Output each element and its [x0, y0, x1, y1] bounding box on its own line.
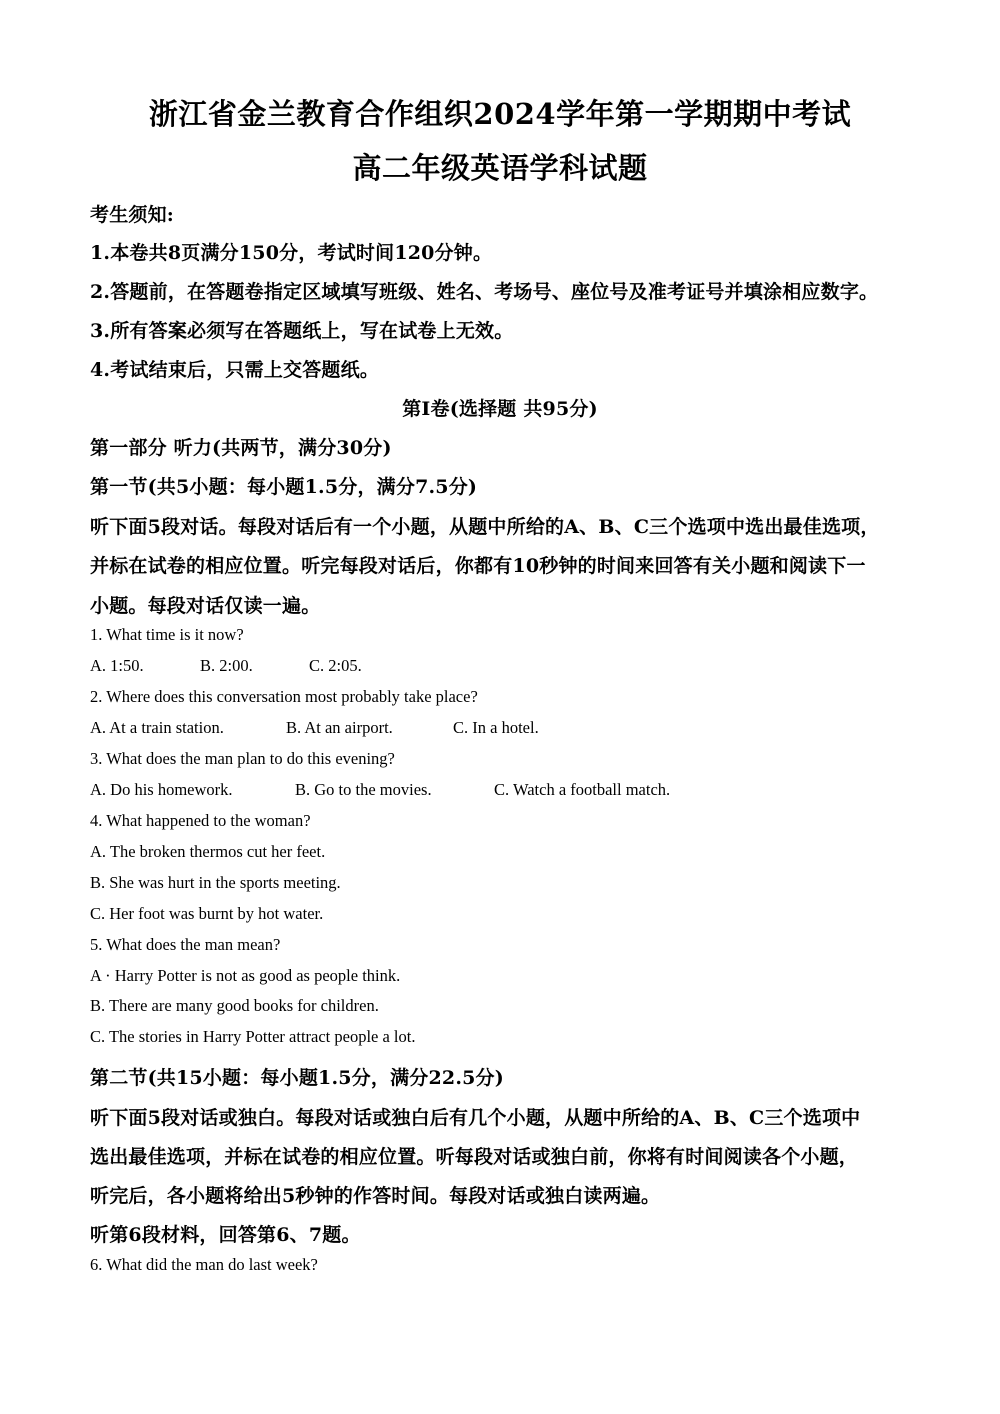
section2-instruction: 听下面5段对话或独白。每段对话或独白后有几个小题，从题中所给的A、B、C三个选项中: [90, 1107, 861, 1129]
option: C. The stories in Harry Potter attract people a lot.: [90, 1027, 416, 1046]
notice-item: 1.本卷共8页满分150分，考试时间120分钟。: [90, 242, 493, 264]
option: C. Watch a football match.: [494, 780, 671, 799]
option: B. There are many good books for children.: [90, 996, 379, 1015]
option: B. 2:00.: [200, 656, 253, 675]
question-stem: 3. What does the man plan to do this evening?: [90, 749, 395, 768]
section2-instruction: 听完后，各小题将给出5秒钟的作答时间。每段对话或独白读两遍。: [90, 1185, 661, 1207]
question-stem: 1. What time is it now?: [90, 625, 244, 644]
volume-title: 第Ⅰ卷(选择题 共95分): [402, 398, 598, 420]
notice-item: 3.所有答案必须写在答题纸上，写在试卷上无效。: [90, 320, 514, 342]
question-stem: 5. What does the man mean?: [90, 935, 281, 954]
option: C. Her foot was burnt by hot water.: [90, 904, 324, 923]
section2-title: 第二节(共15小题：每小题1.5分，满分22.5分): [90, 1067, 504, 1089]
question-options: [90, 780, 670, 800]
section1-title: 第一节(共5小题：每小题1.5分，满分7.5分): [90, 476, 478, 498]
notice-item: 4.考试结束后，只需上交答题纸。: [90, 359, 380, 381]
option: C. 2:05.: [309, 656, 362, 675]
question-stem: 6. What did the man do last week?: [90, 1255, 318, 1274]
section1-instruction: 小题。每段对话仅读一遍。: [90, 595, 321, 617]
section1-instruction: 并标在试卷的相应位置。听完每段对话后，你都有10秒钟的时间来回答有关小题和阅读下一: [90, 555, 866, 577]
question-options: [90, 718, 539, 738]
option: B. At an airport.: [286, 718, 393, 737]
section2-instruction: 选出最佳选项，并标在试卷的相应位置。听每段对话或独白前，你将有时间阅读各个小题，: [90, 1146, 859, 1168]
option: B. She was hurt in the sports meeting.: [90, 873, 341, 892]
material-title: 听第6段材料，回答第6、7题。: [90, 1224, 361, 1246]
exam-title: 浙江省金兰教育合作组织2024学年第一学期期中考试: [148, 97, 852, 131]
question-stem: 2. Where does this conversation most probably take place?: [90, 687, 478, 706]
option: A. The broken thermos cut her feet.: [90, 842, 326, 861]
option: A. At a train station.: [90, 718, 224, 737]
option: C. In a hotel.: [453, 718, 539, 737]
notice-item: 2.答题前，在答题卷指定区域填写班级、姓名、考场号、座位号及准考证号并填涂相应数字。: [90, 281, 879, 303]
question-stem: 4. What happened to the woman?: [90, 811, 311, 830]
part1-title: 第一部分 听力(共两节，满分30分): [90, 437, 392, 459]
question-options: [90, 656, 362, 676]
exam-subtitle: 高二年级英语学科试题: [352, 151, 648, 185]
option: A · Harry Potter is not as good as people think.: [90, 966, 401, 985]
option: B. Go to the movies.: [295, 780, 432, 799]
section1-instruction: 听下面5段对话。每段对话后有一个小题，从题中所给的A、B、C三个选项中选出最佳选项，: [90, 516, 880, 538]
notice-heading: 考生须知:: [90, 204, 175, 226]
option: A. Do his homework.: [90, 780, 233, 799]
option: A. 1:50.: [90, 656, 144, 675]
